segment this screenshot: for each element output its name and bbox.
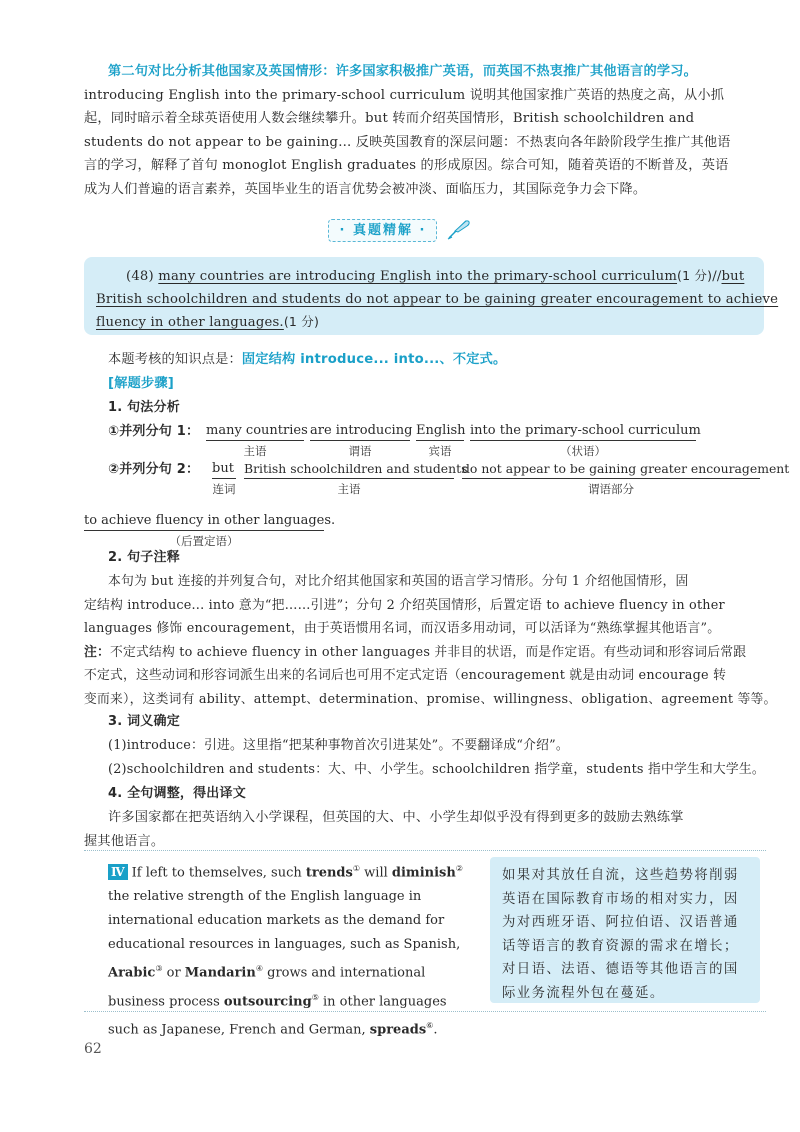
clause-2-predicate: do not appear to be gaining greater encouragement bbox=[462, 460, 760, 479]
notes-line: 不定式，这些动词和形容词派生出来的名词后也可用不定式定语（encouragement 就是由动词 encourage 转 bbox=[84, 668, 727, 683]
passage-segment: or bbox=[162, 965, 185, 981]
passage-numeral: Ⅳ bbox=[108, 864, 128, 880]
intro-title: 第二句对比分析其他国家及英国情形：许多国家积极推广英语，而英国不热衷推广其他语言的学习。 bbox=[108, 64, 698, 79]
passage-segment: will bbox=[360, 865, 392, 881]
final-heading: 4. 全句调整，得出译文 bbox=[108, 786, 246, 801]
answer-line bbox=[96, 265, 758, 289]
translation-text: 如果对其放任自流，这些趋势将削弱英语在国际教育市场的相对实力，因为对西班牙语、阿拉伯语、汉语普通话等语言的教育资源的需求在增长；对日语、法语、德语等其他语言的国际业务流程外包在蔓延。 bbox=[502, 868, 739, 1001]
clause-1-adverbial: into the primary-school curriculum bbox=[470, 422, 696, 441]
note-text: 不定式结构 to achieve fluency in other languages 并非目的状语，而是作定语。有些动词和形容词后常跟 bbox=[110, 644, 747, 660]
intro-paragraph bbox=[84, 60, 766, 201]
clause-1-object: English bbox=[416, 422, 464, 441]
notes-line: 本句为 but 连接的并列复合句，对比介绍其他国家和英国的语言学习情形。分句 1 介绍他国情形，固 bbox=[108, 574, 689, 589]
vocab-diminish: diminish bbox=[391, 865, 456, 881]
intro-line: students do not appear to be gaining... 反映英国教育的深层问题：不热衷向各年龄阶段学生推广其他语 bbox=[84, 134, 731, 150]
page-number: 62 bbox=[84, 1041, 102, 1057]
vocab-outsourcing: outsourcing bbox=[223, 993, 312, 1009]
passage-segment: in other languages such as Japanese, French and German, bbox=[108, 993, 447, 1038]
answer-line bbox=[96, 289, 779, 312]
intro-line: 起，同时暗示着全球英语使用人数会继续攀升。but 转而介绍英国情形，British schoolchildren and bbox=[84, 111, 695, 126]
notes-paragraph bbox=[84, 570, 777, 711]
clause-1-subject-role: 主语 bbox=[243, 444, 267, 458]
notes-heading: 2. 句子注释 bbox=[108, 550, 180, 565]
vocab-arabic: Arabic bbox=[108, 965, 156, 981]
notes-line bbox=[84, 641, 774, 665]
knowledge-line bbox=[108, 348, 506, 372]
clause-2-subject: British schoolchildren and students bbox=[244, 460, 454, 479]
passage-segment: grows and international business process bbox=[108, 965, 426, 1009]
section-banner bbox=[0, 218, 800, 242]
syntax-heading: 1. 句法分析 bbox=[108, 400, 180, 415]
vocab-trends: trends bbox=[305, 865, 353, 881]
clause-1-adverbial-role: （状语） bbox=[560, 444, 606, 458]
meaning-item: (1)introduce：引进。这里指“把某种事物首次引进某处”。不要翻译成“介绍”。 bbox=[108, 738, 569, 753]
quill-icon bbox=[446, 218, 472, 240]
answer-score: (1 分) bbox=[677, 268, 713, 283]
answer-number: (48) bbox=[126, 269, 154, 284]
steps-title: [解题步骤] bbox=[108, 376, 175, 391]
clause-2-label: ②并列分句 2： bbox=[108, 462, 200, 477]
note-label: 注： bbox=[84, 644, 110, 660]
meaning-heading: 3. 词义确定 bbox=[108, 714, 180, 729]
meaning-item: (2)schoolchildren and students：大、中、小学生。schoolchildren 指学童，students 指中学生和大学生。 bbox=[108, 762, 765, 777]
clause-2-attributive-role: （后置定语） bbox=[169, 534, 239, 548]
answer-line bbox=[96, 311, 758, 335]
final-line: 许多国家都在把英语纳入小学课程，但英国的大、中、小学生却似乎没有得到更多的鼓励去熟练掌 bbox=[108, 810, 684, 825]
clause-1-object-role: 宾语 bbox=[428, 444, 452, 458]
answer-clause-2-end: fluency in other languages. bbox=[96, 315, 284, 330]
clause-2-attributive: to achieve fluency in other languages. bbox=[84, 512, 324, 531]
vocab-mandarin: Mandarin bbox=[184, 965, 256, 981]
clause-2-conj: but bbox=[212, 460, 236, 479]
answer-text bbox=[96, 265, 779, 335]
final-line: 握其他语言。 bbox=[84, 833, 165, 849]
passage-segment: the relative strength of the English language in international education markets as the demand for educational resources in languages, such as Spanish, bbox=[108, 889, 461, 953]
intro-line: 言的学习，解释了首句 monoglot English graduates 的形成原因。综合可知，随着英语的不断普及，英语 bbox=[84, 158, 729, 173]
clause-2-predicate-role: 谓语部分 bbox=[588, 482, 634, 496]
banner-label: · 真题精解 · bbox=[328, 219, 437, 242]
knowledge-point: 固定结构 introduce... into...、不定式。 bbox=[241, 352, 507, 367]
divider-bottom bbox=[84, 1011, 766, 1012]
passage-segment: If left to themselves, such bbox=[131, 865, 306, 881]
clause-1-predicate: are introducing bbox=[310, 422, 410, 441]
passage-text bbox=[108, 857, 476, 1042]
footnote-mark: ③ bbox=[155, 964, 163, 974]
clause-1-subject: many countries bbox=[206, 422, 304, 441]
intro-line: introducing English into the primary-school curriculum 说明其他国家推广英语的热度之高，从小抓 bbox=[84, 87, 725, 103]
answer-conj: but bbox=[721, 269, 745, 284]
footnote-mark: ④ bbox=[255, 964, 263, 974]
divider-top bbox=[84, 850, 766, 851]
final-paragraph bbox=[84, 806, 774, 853]
footnote-mark: ⑤ bbox=[311, 992, 319, 1002]
intro-line: 成为人们普遍的语言素养，英国毕业生的语言优势会被冲淡、面临压力，其国际竞争力会下降。 bbox=[84, 181, 647, 197]
knowledge-prefix: 本题考核的知识点是： bbox=[108, 352, 242, 367]
passage-segment: . bbox=[433, 1022, 438, 1038]
notes-line: 变而来），这类词有 ability、attempt、determination、promise、willingness、obligation、agreement 等等。 bbox=[84, 691, 777, 707]
vocab-spreads: spreads bbox=[369, 1022, 427, 1038]
answer-clause-1: many countries are introducing English into the primary-school curriculum bbox=[158, 269, 678, 284]
clause-1-label: ①并列分句 1： bbox=[108, 424, 200, 439]
footnote-mark: ⑥ bbox=[426, 1020, 434, 1030]
intro-first-line bbox=[84, 60, 766, 107]
answer-clause-2: British schoolchildren and students do not appear to be gaining greater encouragement to achieve bbox=[96, 291, 779, 307]
clause-1-predicate-role: 谓语 bbox=[348, 444, 372, 458]
footnote-mark: ② bbox=[455, 864, 463, 873]
answer-score: (1 分) bbox=[283, 314, 320, 329]
answer-separator: // bbox=[712, 269, 722, 284]
clause-2-subject-role: 主语 bbox=[337, 482, 361, 496]
notes-line: 定结构 introduce... into 意为“把……引进”；分句 2 介绍英国情形，后置定语 to achieve fluency in other bbox=[84, 597, 725, 613]
notes-line: languages 修饰 encouragement，由于英语惯用名词，而汉语多用动词，可以活译为“熟练掌握其他语言”。 bbox=[84, 621, 721, 636]
footnote-mark: ① bbox=[352, 864, 361, 873]
clause-2-conj-role: 连词 bbox=[212, 482, 236, 496]
